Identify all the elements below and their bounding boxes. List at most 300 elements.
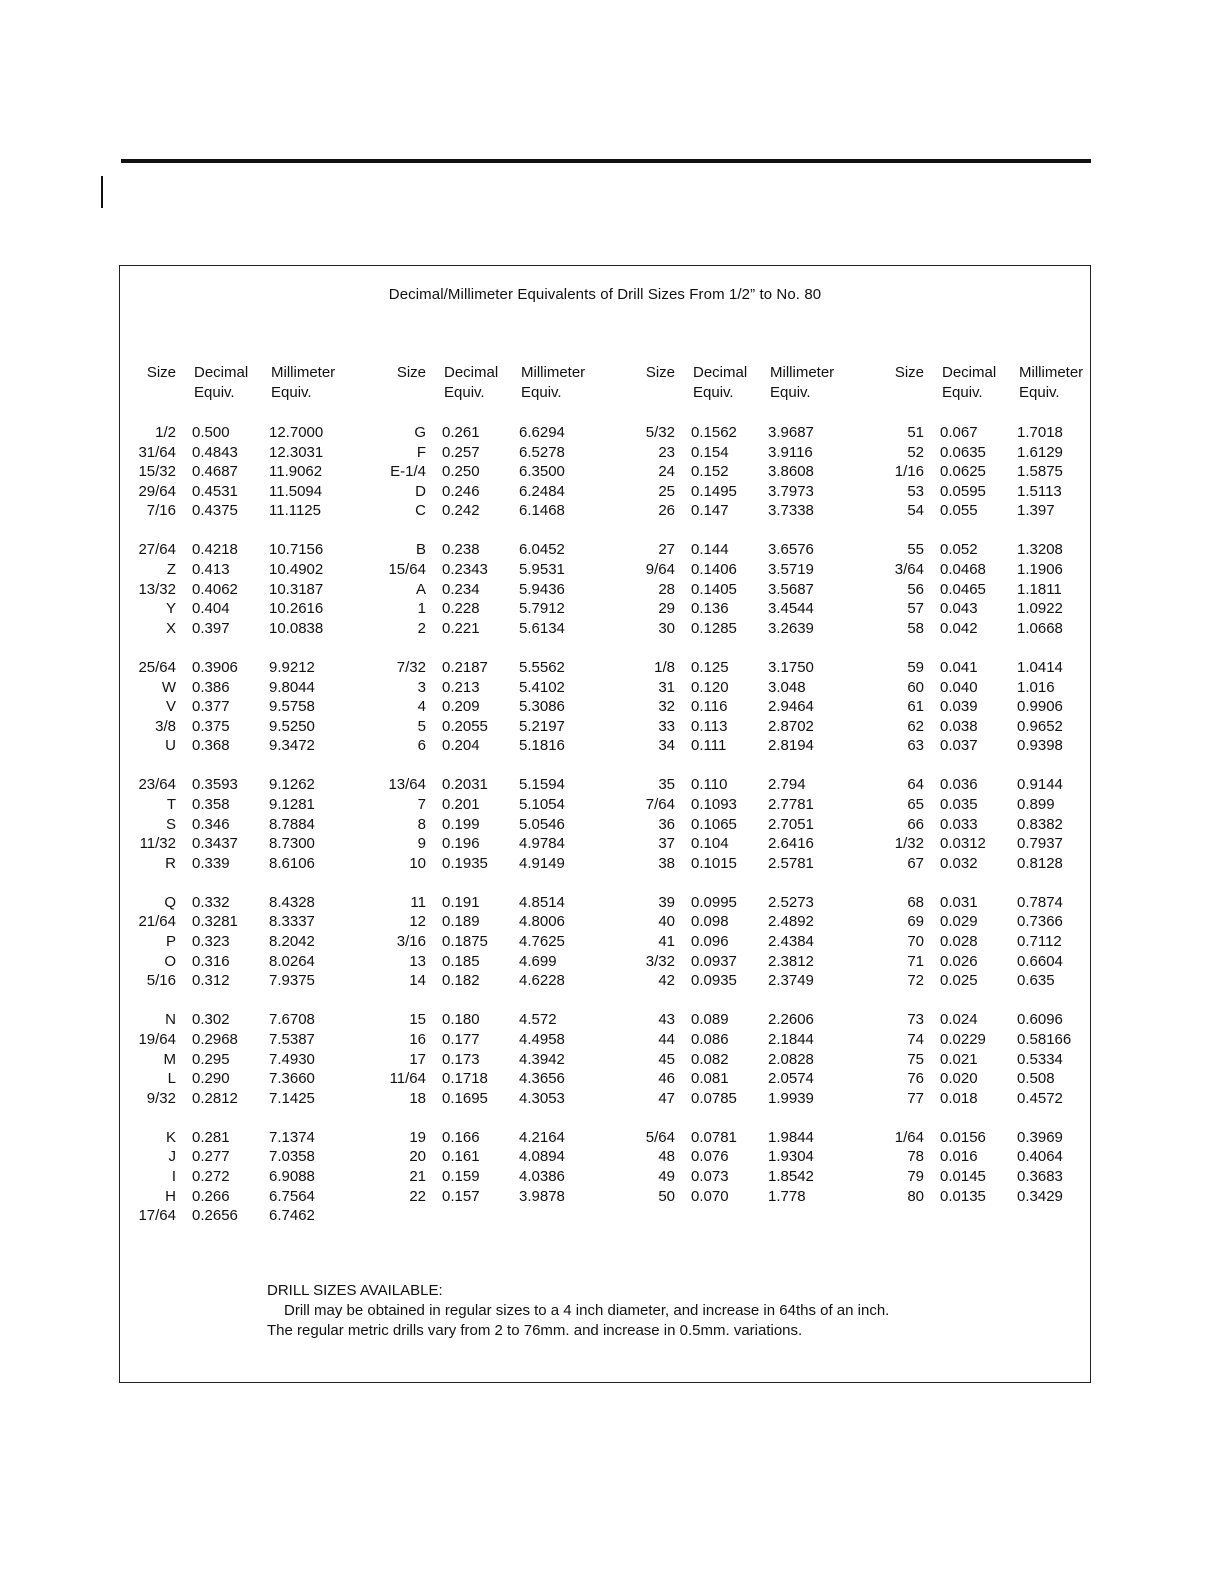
top-rule [121, 159, 1091, 163]
size-cell: N [165, 1011, 176, 1029]
size-cell: 53 [907, 482, 924, 500]
header-millimeter [1019, 363, 1099, 403]
size-cell: 78 [907, 1148, 924, 1166]
size-cell: L [167, 1070, 176, 1088]
decimal-cell: 0.346 [192, 815, 230, 833]
millimeter-cell: 1.5875 [1017, 463, 1063, 481]
decimal-cell: 0.0229 [940, 1030, 986, 1048]
decimal-cell: 0.0625 [940, 463, 986, 481]
millimeter-cell: 8.0264 [269, 952, 315, 970]
margin-mark [101, 176, 103, 208]
size-cell: 48 [658, 1148, 675, 1166]
decimal-cell: 0.0595 [940, 482, 986, 500]
decimal-cell: 0.368 [192, 737, 230, 755]
decimal-cell: 0.073 [691, 1168, 729, 1185]
decimal-cell: 0.196 [442, 835, 480, 853]
decimal-cell: 0.104 [691, 835, 729, 853]
millimeter-cell: 10.4902 [269, 561, 324, 579]
millimeter-cell: 3.9878 [519, 1187, 565, 1205]
millimeter-cell: 4.0894 [519, 1148, 565, 1166]
decimal-cell: 0.038 [940, 717, 978, 735]
size-cell: 3/16 [396, 933, 426, 951]
millimeter-cell: 0.9652 [1017, 717, 1063, 735]
millimeter-cell: 11.5094 [269, 482, 323, 500]
decimal-cell: 0.257 [442, 443, 480, 461]
millimeter-cell: 12.3031 [269, 443, 324, 461]
size-cell: 20 [409, 1148, 426, 1166]
decimal-cell: 0.024 [940, 1011, 978, 1029]
size-cell: R [165, 854, 176, 872]
decimal-cell: 0.144 [691, 541, 729, 559]
millimeter-cell: 2.3749 [768, 972, 814, 990]
size-cell: 63 [907, 737, 924, 755]
decimal-cell: 0.281 [192, 1128, 230, 1146]
size-cell: W [161, 678, 176, 696]
size-cell: B [415, 541, 426, 559]
decimal-cell: 0.089 [691, 1011, 729, 1029]
millimeter-cell: 1.9304 [768, 1148, 814, 1166]
header-decimal-line1: Decimal [194, 364, 249, 381]
millimeter-cell: 10.0838 [269, 619, 324, 637]
decimal-cell: 0.037 [940, 737, 978, 755]
header-millimeter-line2: Equiv. [521, 384, 562, 401]
decimal-cell: 0.2812 [192, 1089, 238, 1107]
millimeter-cell: 4.9149 [519, 854, 565, 872]
millimeter-cell: 3.2639 [768, 619, 814, 637]
size-cell: M [163, 1050, 176, 1068]
millimeter-cell: 3.9116 [768, 443, 813, 461]
size-cell: 5/32 [645, 424, 675, 441]
decimal-cell: 0.4062 [192, 580, 238, 598]
size-cell: 77 [907, 1089, 924, 1107]
size-cell: 62 [907, 717, 924, 735]
header-millimeter-line1: Millimeter [770, 364, 835, 381]
millimeter-cell: 11.9062 [269, 463, 323, 481]
header-decimal [194, 363, 268, 403]
size-cell: 3/8 [155, 717, 176, 735]
millimeter-cell: 9.5758 [269, 698, 315, 716]
note-line-1: Drill may be obtained in regular sizes to a 4 inch diameter, and increase in 64ths of an inch. [284, 1302, 890, 1319]
decimal-cell: 0.180 [442, 1011, 480, 1029]
millimeter-cell: 7.9375 [269, 972, 315, 990]
size-cell: 31/64 [138, 443, 176, 461]
decimal-cell: 0.0935 [691, 972, 737, 990]
size-cell: 43 [658, 1011, 675, 1029]
millimeter-cell: 8.7884 [269, 815, 315, 833]
millimeter-cell: 2.5273 [768, 893, 814, 911]
header-size: Size [645, 364, 675, 381]
size-cell: 22 [409, 1187, 426, 1205]
millimeter-cell: 4.2164 [519, 1128, 565, 1146]
decimal-cell: 0.076 [691, 1148, 729, 1166]
size-cell: 27 [658, 541, 675, 559]
decimal-cell: 0.154 [691, 443, 729, 461]
decimal-cell: 0.3906 [192, 658, 238, 676]
size-cell: 23/64 [138, 776, 176, 794]
millimeter-cell: 7.1374 [269, 1128, 315, 1146]
size-cell: H [165, 1187, 176, 1205]
millimeter-cell: 0.5334 [1017, 1050, 1063, 1068]
millimeter-cell: 7.3660 [269, 1070, 315, 1088]
size-cell: 25/64 [138, 658, 176, 676]
header-millimeter-line1: Millimeter [1019, 364, 1084, 381]
millimeter-cell: 4.0386 [519, 1168, 565, 1185]
decimal-cell: 0.204 [442, 737, 480, 755]
millimeter-cell: 1.8542 [768, 1168, 814, 1185]
millimeter-cell: 2.6416 [768, 835, 814, 853]
size-cell: I [171, 1168, 176, 1185]
millimeter-cell: 2.0828 [768, 1050, 814, 1068]
decimal-cell: 0.020 [940, 1070, 978, 1088]
millimeter-cell: 5.6134 [519, 619, 565, 637]
size-cell: 68 [907, 893, 924, 911]
size-cell: X [165, 619, 176, 637]
size-cell: 5/64 [645, 1128, 675, 1146]
size-cell: K [165, 1128, 176, 1146]
header-decimal [693, 363, 767, 403]
decimal-cell: 0.302 [192, 1011, 230, 1029]
decimal-cell: 0.0937 [691, 952, 737, 970]
decimal-cell: 0.2343 [442, 561, 488, 579]
millimeter-cell: 5.1816 [519, 737, 565, 755]
decimal-cell: 0.082 [691, 1050, 729, 1068]
size-cell: 36 [658, 815, 675, 833]
millimeter-cell: 1.6129 [1017, 443, 1063, 461]
decimal-cell: 0.2031 [442, 776, 488, 794]
size-cell: 13/64 [388, 776, 426, 794]
decimal-cell: 0.323 [192, 933, 230, 951]
size-cell: 27/64 [138, 541, 176, 559]
drill-sizes-note [267, 1281, 889, 1341]
size-cell: 75 [907, 1050, 924, 1068]
millimeter-cell: 6.0452 [519, 541, 565, 559]
decimal-cell: 0.018 [940, 1089, 978, 1107]
millimeter-cell: 3.5719 [768, 561, 814, 579]
millimeter-cell: 2.0574 [768, 1070, 814, 1088]
decimal-cell: 0.1935 [442, 854, 488, 872]
size-cell: 14 [409, 972, 426, 990]
decimal-cell: 0.177 [442, 1030, 480, 1048]
header-decimal [444, 363, 518, 403]
decimal-cell: 0.052 [940, 541, 978, 559]
decimal-cell: 0.377 [192, 698, 230, 716]
decimal-cell: 0.242 [442, 502, 480, 520]
millimeter-cell: 5.4102 [519, 678, 565, 696]
decimal-cell: 0.0785 [691, 1089, 737, 1107]
millimeter-cell: 8.6106 [269, 854, 315, 872]
decimal-cell: 0.413 [192, 561, 230, 579]
header-millimeter [521, 363, 601, 403]
size-cell: 58 [907, 619, 924, 637]
decimal-cell: 0.4375 [192, 502, 238, 520]
decimal-cell: 0.1093 [691, 796, 737, 813]
decimal-cell: 0.209 [442, 698, 480, 716]
size-cell: 31 [658, 678, 675, 696]
header-millimeter-line1: Millimeter [521, 364, 586, 381]
millimeter-cell: 4.3053 [519, 1089, 565, 1107]
decimal-cell: 0.029 [940, 913, 978, 931]
decimal-cell: 0.0156 [940, 1128, 986, 1146]
decimal-cell: 0.2968 [192, 1030, 238, 1048]
size-cell: Z [166, 561, 176, 579]
size-cell: 38 [658, 854, 675, 872]
millimeter-cell: 4.699 [519, 952, 557, 970]
decimal-cell: 0.2187 [442, 658, 488, 676]
size-cell: 37 [658, 835, 675, 853]
size-cell: 42 [658, 972, 675, 990]
size-cell: 29/64 [138, 482, 176, 500]
decimal-cell: 0.185 [442, 952, 480, 970]
size-cell: 1/64 [894, 1128, 924, 1146]
millimeter-cell: 10.7156 [269, 541, 324, 559]
millimeter-cell: 7.4930 [269, 1050, 315, 1068]
decimal-cell: 0.4531 [192, 482, 238, 500]
size-cell: 44 [658, 1030, 675, 1048]
size-cell: 40 [658, 913, 675, 931]
millimeter-cell: 0.9906 [1017, 698, 1063, 716]
decimal-cell: 0.295 [192, 1050, 230, 1068]
size-cell: V [165, 698, 176, 716]
size-cell: 67 [907, 854, 924, 872]
size-cell: 6 [417, 737, 426, 755]
decimal-cell: 0.1562 [691, 424, 737, 441]
decimal-cell: 0.026 [940, 952, 978, 970]
millimeter-cell: 4.7625 [519, 933, 565, 951]
decimal-cell: 0.213 [442, 678, 480, 696]
decimal-cell: 0.3437 [192, 835, 238, 853]
size-cell: 2 [417, 619, 426, 637]
decimal-cell: 0.0635 [940, 443, 986, 461]
decimal-cell: 0.159 [442, 1168, 480, 1185]
size-cell: A [415, 580, 426, 598]
header-millimeter-line2: Equiv. [1019, 384, 1060, 401]
millimeter-cell: 1.1811 [1017, 580, 1062, 598]
size-cell: D [415, 482, 426, 500]
millimeter-cell: 8.2042 [269, 933, 315, 951]
size-cell: 46 [658, 1070, 675, 1088]
decimal-cell: 0.081 [691, 1070, 729, 1088]
size-cell: 12 [409, 913, 426, 931]
decimal-cell: 0.113 [691, 717, 728, 735]
size-cell: 15/64 [388, 561, 426, 579]
millimeter-cell: 7.6708 [269, 1011, 315, 1029]
millimeter-cell: 0.6604 [1017, 952, 1063, 970]
size-cell: 15/32 [138, 463, 176, 481]
millimeter-cell: 7.0358 [269, 1148, 315, 1166]
millimeter-cell: 8.3337 [269, 913, 315, 931]
size-cell: 18 [409, 1089, 426, 1107]
millimeter-cell: 1.9939 [768, 1089, 814, 1107]
decimal-cell: 0.0468 [940, 561, 986, 579]
size-cell: 25 [658, 482, 675, 500]
decimal-cell: 0.110 [691, 776, 728, 794]
decimal-cell: 0.277 [192, 1148, 230, 1166]
decimal-cell: 0.125 [691, 658, 729, 676]
size-cell: 7/32 [396, 658, 426, 676]
millimeter-cell: 5.1594 [519, 776, 565, 794]
millimeter-cell: 1.7018 [1017, 424, 1063, 441]
decimal-cell: 0.173 [442, 1050, 480, 1068]
millimeter-cell: 0.9144 [1017, 776, 1063, 794]
size-cell: 47 [658, 1089, 675, 1107]
size-cell: 13/32 [138, 580, 176, 598]
decimal-cell: 0.0312 [940, 835, 986, 853]
size-cell: 80 [907, 1187, 924, 1205]
size-cell: 4 [417, 698, 426, 716]
decimal-cell: 0.2055 [442, 717, 488, 735]
millimeter-cell: 3.8608 [768, 463, 814, 481]
size-cell: 17 [409, 1050, 426, 1068]
header-decimal-line1: Decimal [693, 364, 748, 381]
millimeter-cell: 3.7338 [768, 502, 814, 520]
decimal-cell: 0.339 [192, 854, 230, 872]
decimal-cell: 0.016 [940, 1148, 978, 1166]
millimeter-cell: 6.1468 [519, 502, 565, 520]
size-cell: F [416, 443, 426, 461]
size-cell: 21/64 [138, 913, 176, 931]
size-cell: 5/16 [146, 972, 176, 990]
decimal-cell: 0.266 [192, 1187, 230, 1205]
millimeter-cell: 2.2606 [768, 1011, 814, 1029]
size-cell: 39 [658, 893, 675, 911]
decimal-cell: 0.221 [442, 619, 480, 637]
size-cell: 49 [658, 1168, 675, 1185]
size-cell: 7 [417, 796, 426, 813]
millimeter-cell: 0.3429 [1017, 1187, 1063, 1205]
decimal-cell: 0.152 [691, 463, 729, 481]
millimeter-cell: 0.899 [1017, 796, 1055, 813]
size-cell: 52 [907, 443, 924, 461]
millimeter-cell: 6.6294 [519, 424, 565, 441]
header-size: Size [396, 364, 426, 381]
millimeter-cell: 0.8382 [1017, 815, 1063, 833]
size-cell: 55 [907, 541, 924, 559]
millimeter-cell: 6.2484 [519, 482, 565, 500]
millimeter-cell: 3.4544 [768, 600, 814, 618]
decimal-cell: 0.028 [940, 933, 978, 951]
decimal-cell: 0.312 [192, 972, 230, 990]
decimal-cell: 0.238 [442, 541, 480, 559]
millimeter-cell: 0.3683 [1017, 1168, 1063, 1185]
millimeter-cell: 3.9687 [768, 424, 814, 441]
decimal-cell: 0.500 [192, 424, 230, 441]
size-cell: C [415, 502, 426, 520]
size-cell: 26 [658, 502, 675, 520]
decimal-cell: 0.039 [940, 698, 978, 716]
millimeter-cell: 10.2616 [269, 600, 324, 618]
size-cell: 1/2 [155, 424, 176, 441]
millimeter-cell: 6.9088 [269, 1168, 315, 1185]
millimeter-cell: 2.9464 [768, 698, 814, 716]
millimeter-cell: 8.7300 [269, 835, 315, 853]
millimeter-cell: 1.0668 [1017, 619, 1063, 637]
size-cell: 51 [907, 424, 924, 441]
millimeter-cell: 1.778 [768, 1187, 806, 1205]
millimeter-cell: 9.3472 [269, 737, 315, 755]
size-cell: 29 [658, 600, 675, 618]
millimeter-cell: 5.2197 [519, 717, 565, 735]
header-decimal-line1: Decimal [444, 364, 499, 381]
millimeter-cell: 0.4572 [1017, 1089, 1063, 1107]
decimal-cell: 0.033 [940, 815, 978, 833]
decimal-cell: 0.332 [192, 893, 230, 911]
decimal-cell: 0.098 [691, 913, 729, 931]
decimal-cell: 0.316 [192, 952, 230, 970]
millimeter-cell: 6.5278 [519, 443, 565, 461]
decimal-cell: 0.375 [192, 717, 230, 735]
decimal-cell: 0.3281 [192, 913, 238, 931]
decimal-cell: 0.025 [940, 972, 978, 990]
decimal-cell: 0.261 [442, 424, 480, 441]
header-size: Size [894, 364, 924, 381]
decimal-cell: 0.250 [442, 463, 480, 481]
millimeter-cell: 0.7366 [1017, 913, 1063, 931]
decimal-cell: 0.234 [442, 580, 480, 598]
millimeter-cell: 4.8514 [519, 893, 565, 911]
millimeter-cell: 1.0414 [1017, 658, 1063, 676]
millimeter-cell: 5.9436 [519, 580, 565, 598]
millimeter-cell: 0.9398 [1017, 737, 1063, 755]
size-cell: 9/32 [146, 1089, 176, 1107]
size-cell: 72 [907, 972, 924, 990]
size-cell: 59 [907, 658, 924, 676]
size-cell: 15 [409, 1011, 426, 1029]
size-cell: 50 [658, 1187, 675, 1205]
decimal-cell: 0.136 [691, 600, 729, 618]
millimeter-cell: 0.508 [1017, 1070, 1055, 1088]
decimal-cell: 0.3593 [192, 776, 238, 794]
decimal-cell: 0.228 [442, 600, 480, 618]
decimal-cell: 0.040 [940, 678, 978, 696]
decimal-cell: 0.191 [442, 893, 480, 911]
size-cell: 64 [907, 776, 924, 794]
millimeter-cell: 4.6228 [519, 972, 565, 990]
decimal-cell: 0.035 [940, 796, 978, 813]
decimal-cell: 0.0465 [940, 580, 986, 598]
decimal-cell: 0.0135 [940, 1187, 986, 1205]
millimeter-cell: 5.7912 [519, 600, 565, 618]
decimal-cell: 0.2656 [192, 1207, 238, 1225]
size-cell: 41 [658, 933, 675, 951]
millimeter-cell: 3.048 [768, 678, 806, 696]
decimal-cell: 0.096 [691, 933, 729, 951]
size-cell: 7/16 [146, 502, 176, 520]
millimeter-cell: 7.5387 [269, 1030, 315, 1048]
size-cell: 60 [907, 678, 924, 696]
size-cell: J [168, 1148, 176, 1166]
size-cell: O [164, 952, 176, 970]
decimal-cell: 0.055 [940, 502, 978, 520]
millimeter-cell: 3.7973 [768, 482, 814, 500]
decimal-cell: 0.386 [192, 678, 230, 696]
decimal-cell: 0.070 [691, 1187, 729, 1205]
millimeter-cell: 6.7564 [269, 1187, 315, 1205]
millimeter-cell: 1.9844 [768, 1128, 814, 1146]
size-cell: 79 [907, 1168, 924, 1185]
decimal-cell: 0.042 [940, 619, 978, 637]
millimeter-cell: 9.1281 [269, 796, 315, 813]
header-decimal-line1: Decimal [942, 364, 997, 381]
size-cell: 3/32 [645, 952, 675, 970]
size-cell: 7/64 [645, 796, 675, 813]
size-cell: T [166, 796, 176, 813]
millimeter-cell: 8.4328 [269, 893, 315, 911]
millimeter-cell: 5.1054 [519, 796, 565, 813]
size-cell: 71 [907, 952, 924, 970]
millimeter-cell: 2.1844 [768, 1030, 814, 1048]
millimeter-cell: 0.6096 [1017, 1011, 1063, 1029]
millimeter-cell: 7.1425 [269, 1089, 315, 1107]
